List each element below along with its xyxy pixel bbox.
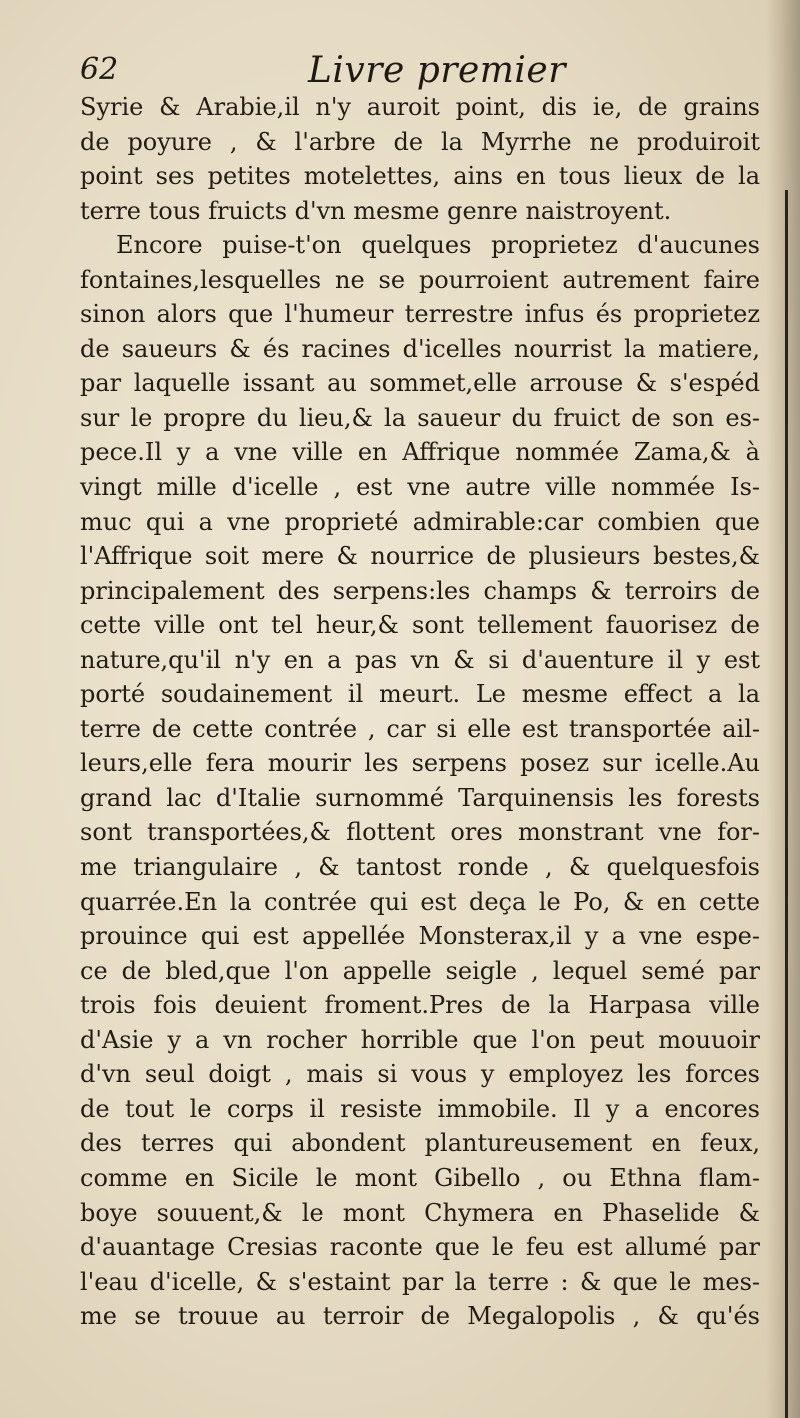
text-line: nature,qu'il n'y en a pas vn & si d'auenture il y est xyxy=(80,645,760,674)
body-text xyxy=(80,90,760,1334)
text-line: boye souuent,& le mont Chymera en Phaselide & xyxy=(80,1198,760,1227)
text-line: des terres qui abondent plantureusement en feux, xyxy=(80,1129,760,1158)
binding-line xyxy=(785,190,788,1418)
text-line: Encore puise-t'on quelques proprietez d'aucunes xyxy=(116,231,760,260)
running-title: Livre premier xyxy=(308,50,566,91)
text-line: sinon alors que l'humeur terrestre infus és proprietez xyxy=(80,300,760,329)
text-line: de tout le corps il resiste immobile. Il y a encores xyxy=(80,1094,760,1123)
text-line: de poyure , & l'arbre de la Myrrhe ne produiroit xyxy=(80,127,760,156)
text-line: cette ville ont tel heur,& sont tellement fauorisez de xyxy=(80,611,760,640)
text-line: d'Asie y a vn rocher horrible que l'on peut mouuoir xyxy=(80,1025,760,1054)
text-line: comme en Sicile le mont Gibello , ou Ethna flam- xyxy=(80,1163,760,1192)
text-line: porté soudainement il meurt. Le mesme effect a la xyxy=(80,680,760,709)
text-line: pece.Il y a vne ville en Affrique nommée Zama,& à xyxy=(80,438,760,467)
text-line: terre de cette contrée , car si elle est transportée ail- xyxy=(80,714,760,743)
text-line: vingt mille d'icelle , est vne autre ville nommée Is- xyxy=(80,473,760,502)
text-line: terre tous fruicts d'vn mesme genre naistroyent. xyxy=(80,196,672,225)
text-line: prouince qui est appellée Monsterax,il y a vne espe- xyxy=(80,922,760,951)
page-number: 62 xyxy=(80,52,119,87)
text-line: de saueurs & és racines d'icelles nourrist la matiere, xyxy=(80,334,760,363)
text-line: par laquelle issant au sommet,elle arrouse & s'espéd xyxy=(80,369,760,398)
page-header xyxy=(80,52,720,92)
text-line: me triangulaire , & tantost ronde , & quelquesfois xyxy=(80,853,760,882)
text-line: Syrie & Arabie,il n'y auroit point, dis ie, de grains xyxy=(80,93,760,121)
text-line: fontaines,lesquelles ne se pourroient autrement faire xyxy=(80,265,760,294)
text-line: ce de bled,que l'on appelle seigle , lequel semé par xyxy=(80,956,760,985)
page-edge-shadow xyxy=(766,0,800,1418)
text-line: point ses petites motelettes, ains en tous lieux de la xyxy=(80,162,760,191)
text-line: muc qui a vne proprieté admirable:car combien que xyxy=(80,507,760,536)
text-line: sur le propre du lieu,& la saueur du fruict de son es- xyxy=(80,403,760,432)
text-line: l'Affrique soit mere & nourrice de plusieurs bestes,& xyxy=(80,542,760,571)
text-line: quarrée.En la contrée qui est deça le Po, & en cette xyxy=(80,887,760,916)
text-line: leurs,elle fera mourir les serpens posez sur icelle.Au xyxy=(80,749,760,778)
text-line: d'auantage Cresias raconte que le feu est allumé par xyxy=(80,1233,760,1262)
text-line: grand lac d'Italie surnommé Tarquinensis les forests xyxy=(80,783,760,812)
text-line: sont transportées,& flottent ores monstrant vne for- xyxy=(80,818,760,847)
text-line: l'eau d'icelle, & s'estaint par la terre : & que le mes- xyxy=(80,1267,760,1296)
text-line: principalement des serpens:les champs & terroirs de xyxy=(80,576,760,605)
text-line: trois fois deuient froment.Pres de la Harpasa ville xyxy=(80,991,760,1020)
text-line: me se trouue au terroir de Megalopolis , & qu'és xyxy=(80,1302,760,1331)
text-line: d'vn seul doigt , mais si vous y employez les forces xyxy=(80,1060,760,1089)
